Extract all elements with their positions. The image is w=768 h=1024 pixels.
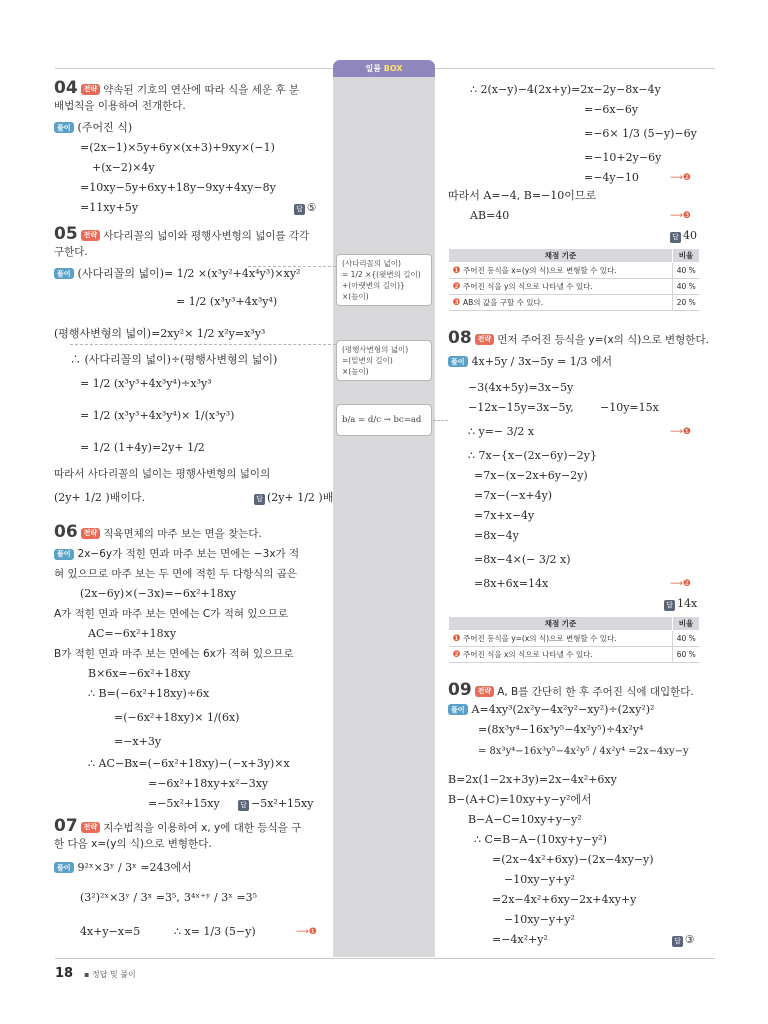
solution-line: AB=40 [470,209,510,222]
answer: 답 (2y+ 1/2 )배 [254,488,333,508]
solution-line: 풀이 2x−6y가 적힌 면과 마주 보는 면에는 −3x가 적 [54,544,299,564]
strategy-badge: 전략 [81,230,101,241]
footer-rule [55,958,715,959]
strategy-badge: 전략 [81,528,101,539]
side-note-column [333,77,435,957]
question-number: 08 [448,328,472,348]
solution-line: =(−6x²+18xy)× 1/(6x) [114,711,240,724]
solution-line: 3⁴ˣ⁺ʸ / 3ˣ =3⁵ [184,891,258,904]
step-marker: ⟶❶ [296,927,317,937]
solution-line: = 1/2 (x³y³+4x³y⁴)÷x³y³ [80,377,212,390]
strategy-badge: 전략 [81,822,101,833]
solution-line: =−10+2y−6y [584,151,662,164]
solution-line: −10y=15x [600,401,659,414]
note-leader [248,266,336,267]
question-number: 06 [54,522,78,542]
solution-badge: 풀이 [448,356,468,367]
solution-badge: 풀이 [54,268,74,279]
answer-badge: 답 [672,936,683,947]
solution-line: (3²)²ˣ×3ʸ / 3ˣ =3⁵, [80,891,180,904]
strategy-badge: 전략 [475,686,495,697]
q09-strategy-block [448,680,694,702]
solution-line: B=2x(1−2x+3y)=2x−4x²+6xy [448,773,617,786]
q09-strategy: A, B를 간단히 한 후 주어진 식에 대입한다. [497,686,694,698]
solution-line: B×6x=−6x²+18xy [88,667,191,680]
solution-line: =2x−4x²+6xy−2x+4xy+y [492,893,637,906]
solution-line: =7x+x−4y [474,509,535,522]
solution-line: 따라서 A=−4, B=−10이므로 [448,189,597,202]
solution-line: =7x−(−x+4y) [474,489,553,502]
answer-badge: 답 [670,232,681,243]
table-row: ❷ 주어진 식을 y의 식으로 나타낼 수 있다. 40 % [449,279,700,295]
answer: 답 ⑤ [294,198,316,218]
answer: 답 ③ [672,930,694,950]
answer-badge: 답 [664,600,675,611]
solution-line: B−(A+C)=10xy+y−y²에서 [448,793,592,806]
question-number: 07 [54,816,78,836]
table-row: ❶ 주어진 등식을 y=(x의 식)으로 변형할 수 있다. 40 % [449,631,700,647]
q07-scoring-table: 채점 기준 비율 ❶ 주어진 등식을 x=(y의 식)으로 변형할 수 있다. 40 % ❷ 주어진 식을 y의 식으로 나타낼 수 있다. 40 % ❸ AB의 값을 구할 수 있다. 20 % [448,248,700,311]
question-number: 04 [54,78,78,98]
q06-strategy: 직육면체의 마주 보는 면을 찾는다. [103,528,262,540]
solution-badge: 풀이 [448,704,468,715]
solution-line: 풀이 (사다리꼴의 넓이)= 1/2 ×(x³y²+4x⁴y³)×xy² [54,264,300,284]
solution-line: ∴ 7x−{x−(2x−6y)−2y} [468,449,597,462]
solution-line: =−x+3y [114,735,162,748]
q05-strategy: 사다리꼴의 넓이와 평행사변형의 넓이를 각각 구한다. [54,230,310,258]
solution-line: = 8x³y⁴−16x³y⁵−4x²y⁵ / 4x²y⁴ =2x−4xy−y [478,746,689,757]
solution-line: A가 적힌 면과 마주 보는 면에는 C가 적혀 있으므로 [54,608,288,620]
page-title: ▪ 정답 및 풀이 [84,970,136,979]
solution-badge: 풀이 [54,122,74,133]
solution-line: 풀이 (주어진 식) [54,118,132,138]
answer-badge: 답 [238,800,249,811]
solution-line: =−6x−6y [584,103,639,116]
table-row: ❶ 주어진 등식을 x=(y의 식)으로 변형할 수 있다. 40 % [449,263,700,279]
solution-line: =7x−(x−2x+6y−2y) [474,469,588,482]
q08-strategy: 먼저 주어진 등식을 y=(x의 식)으로 변형한다. [497,334,709,346]
question-number: 09 [448,680,472,700]
solution-line: (평행사변형의 넓이)=2xy²× 1/2 x²y=x³y³ [54,327,266,340]
note-proportion: b/a = d/c → bc=ad [336,404,432,436]
solution-badge: 풀이 [54,862,74,873]
solution-line: −12x−15y=3x−5y, [468,401,574,414]
solution-line: 혀 있으므로 마주 보는 두 면에 적힌 두 다항식의 곱은 [54,568,298,580]
answer: 답 −5x²+15xy [238,794,313,814]
solution-line: B−A−C=10xy+y−y² [468,813,582,826]
note-leader [70,344,336,345]
solution-line: 풀이 9²ˣ×3ʸ / 3ˣ =243에서 [54,858,192,878]
solution-line: −10xy−y+y² [504,873,575,886]
q07-strategy-block [54,818,310,852]
q08-strategy-block [448,328,709,350]
solution-line: ∴ y=− 3/2 x [468,425,535,438]
step-marker: ⟶❷ [670,173,691,183]
solution-line: −10xy−y+y² [504,913,575,926]
answer-badge: 답 [254,494,265,505]
solution-line: =−4y−10 [584,171,639,184]
solution-line: AC=−6x²+18xy [88,627,177,640]
solution-line: =(2x−4x²+6xy)−(2x−4xy−y) [492,853,654,866]
solution-line: =8x+6x=14x [474,577,549,590]
page-number: 18 [55,966,74,981]
solution-line: ∴ (사다리꼴의 넓이)÷(평행사변형의 넓이) [70,353,278,366]
table-row: ❷ 주어진 식을 x의 식으로 나타낼 수 있다. 60 % [449,647,700,663]
q07-strategy: 지수법칙을 이용하여 x, y에 대한 등식을 구한 다음 x=(y의 식)으로 변형한다. [54,822,302,850]
solution-line: = 1/2 (1+4y)=2y+ 1/2 [80,441,205,454]
solution-line: ∴ AC−Bx=(−6x²+18xy)−(−x+3y)×x [88,757,290,770]
solution-line: −3(4x+5y)=3x−5y [468,381,574,394]
solution-line: ∴ 2(x−y)−4(2x+y)=2x−2y−8x−4y [470,83,661,96]
answer: 답 14x [664,594,697,614]
solution-line: =(8x³y⁴−16x³y⁵−4x²y⁵)÷4x²y⁴ [478,723,644,736]
q08-scoring-table: 채점 기준 비율 ❶ 주어진 등식을 y=(x의 식)으로 변형할 수 있다. 40 % ❷ 주어진 식을 x의 식으로 나타낼 수 있다. 60 % [448,616,700,663]
solution-line: 4x+y−x=5 [80,925,141,938]
solution-line: = 1/2 (x³y³+4x³y⁴) [176,295,278,308]
solution-line: =−4x²+y² [492,933,548,946]
solution-line: =8x−4×(− 3/2 x) [474,553,571,566]
q04-strategy-block [54,80,304,114]
solution-line: (2x−6y)×(−3x)=−6x²+18xy [80,587,237,600]
solution-line: +(x−2)×4y [92,161,155,174]
q04-strategy: 약속된 기호의 연산에 따라 식을 세운 후 분배법칙을 이용하여 전개한다. [54,84,299,112]
answer: 답 40 [670,226,697,246]
note-trapezoid: (사다리꼴의 넓이) = 1/2 ×{(윗변의 길이) +(아랫변의 길이)} ×(높이) [336,254,432,306]
solution-line: = 1/2 (x³y³+4x³y⁴)× 1/(x³y³) [80,409,235,422]
answer-badge: 답 [294,204,305,215]
solution-line: =−6x²+18xy+x²−3xy [148,777,269,790]
step-marker: ⟶❸ [670,211,691,221]
note-leader [433,420,448,421]
table-row: ❸ AB의 값을 구할 수 있다. 20 % [449,295,700,311]
solution-line: (2y+ 1/2 )배이다. [54,491,146,504]
solution-line: =11xy+5y [80,201,139,214]
strategy-badge: 전략 [475,334,495,345]
solution-line: =10xy−5y+6xy+18y−9xy+4xy−8y [80,181,276,194]
solution-line: =−5x²+15xy [148,797,220,810]
solution-line: =8x−4y [474,529,519,542]
solution-line: ∴ C=B−A−(10xy+y−y²) [474,833,607,846]
box-tab: 일품 BOX [333,60,435,77]
solution-line: ∴ x= 1/3 (5−y) [174,925,256,938]
solution-line: =−6× 1/3 (5−y)−6y [584,127,697,140]
strategy-badge: 전략 [81,84,101,95]
solution-line: 풀이 4x+5y / 3x−5y = 1/3 에서 [448,352,612,372]
solution-line: 풀이 A=4xy³(2x²y−4x²y²−xy²)÷(2xy²)² [448,700,654,720]
step-marker: ⟶❷ [670,579,691,589]
solution-line: B가 적힌 면과 마주 보는 면에는 6x가 적혀 있으므로 [54,648,294,660]
solution-line: 따라서 사다리꼴의 넓이는 평행사변형의 넓이의 [54,468,271,480]
solution-line: =(2x−1)×5y+6y×(x+3)+9xy×(−1) [80,141,275,154]
question-number: 05 [54,224,78,244]
solution-badge: 풀이 [54,549,74,560]
step-marker: ⟶❶ [670,427,691,437]
solution-line: ∴ B=(−6x²+18xy)÷6x [88,687,210,700]
note-parallelogram: (평행사변형의 넓이) =(밑변의 길이) ×(높이) [336,340,432,381]
q06-strategy-block [54,522,262,544]
q05-strategy-block [54,226,312,260]
